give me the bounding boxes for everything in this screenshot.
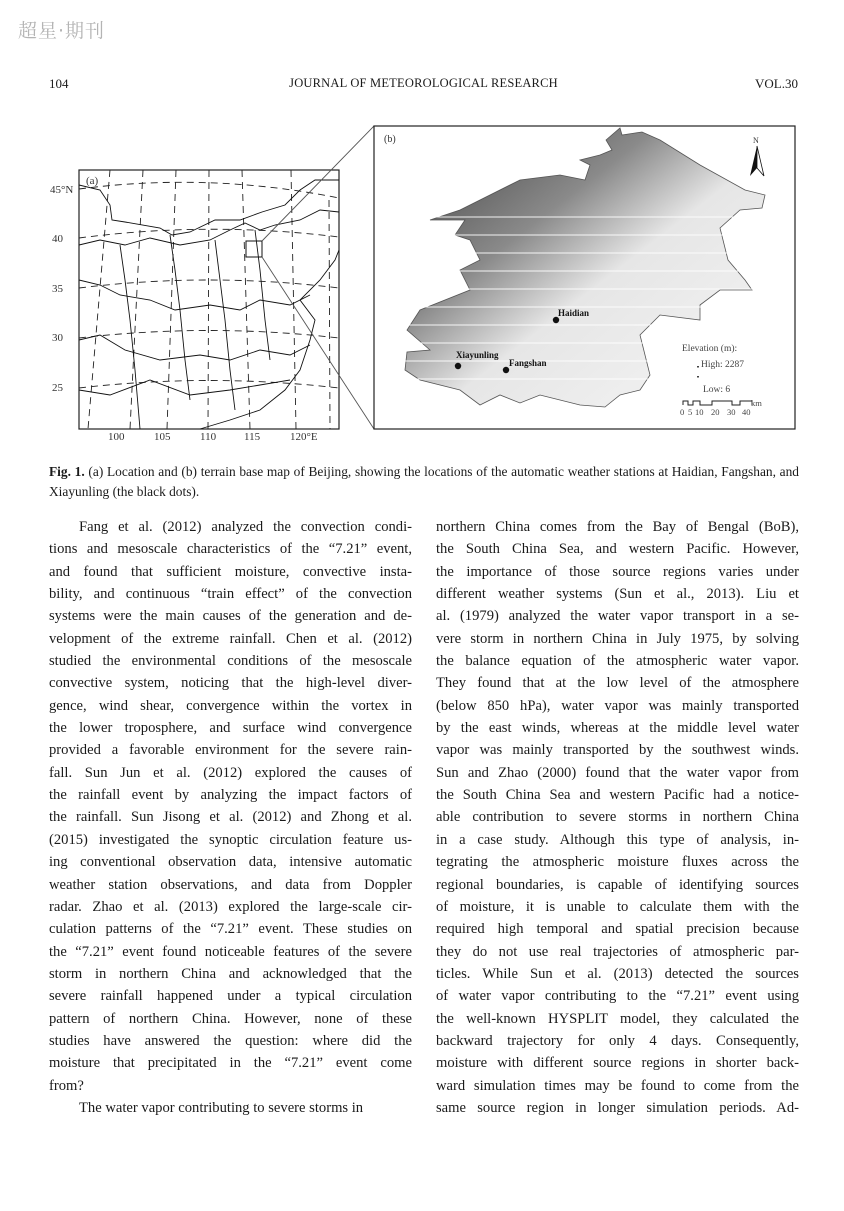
lat-label-25: 25	[52, 382, 63, 394]
north-label: N	[753, 136, 759, 145]
legend-low: Low: 6	[703, 385, 731, 395]
text-line: ticles. While Sun et al. (2013) detected the sources	[436, 965, 799, 982]
figure-graphics	[0, 120, 844, 450]
text-line: ing conventional observation data, intensive automatic	[49, 854, 412, 871]
legend-high: High: 2287	[701, 360, 745, 370]
station-label-xiayunling: Xiayunling	[456, 350, 499, 360]
text-line: fall. Sun Jun et al. (2012) explored the causes of	[49, 764, 412, 781]
text-line: the South China Sea, and western Pacific. However,	[436, 541, 799, 558]
figure-1	[0, 120, 844, 450]
text-line: velopment of the extreme rainfall. Chen et al. (2012)	[49, 630, 412, 647]
scale-unit: km	[751, 398, 762, 408]
lon-label-110: 110	[200, 431, 217, 443]
station-label-fangshan: Fangshan	[509, 358, 547, 368]
caption-text: (a) Location and (b) terrain base map of Beijing, showing the locations of the automatic weather stations at Haidian, Fangshan, and Xiayunling (the black dots).	[49, 464, 799, 499]
text-line: the importance of those source regions varies under	[436, 563, 799, 580]
text-line: bility, and continuous “train effect” of the convection	[49, 586, 412, 603]
panel-b-label: (b)	[384, 134, 396, 145]
text-line: they do not use real trajectories of atmospheric par-	[436, 943, 799, 960]
text-line: systems were the main causes of the generation and de-	[49, 608, 412, 625]
text-line: gence, wind shear, convergence within the vortex in	[49, 697, 412, 714]
text-line: of water vapor contributing to the “7.21” event using	[436, 988, 799, 1005]
lat-label-45: 45°N	[50, 184, 74, 196]
lon-label-105: 105	[154, 431, 171, 443]
text-line: moisture that precipitated in the “7.21” event come	[49, 1055, 412, 1072]
text-line: tegrating the atmospheric moisture fluxes across the	[436, 854, 799, 871]
text-line: able contribution to severe storms in northern China	[436, 809, 799, 826]
lat-label-30: 30	[52, 332, 63, 344]
text-line: the “7.21” event found noticeable features of the severe	[49, 943, 412, 960]
scale-tick-5: 5	[688, 407, 693, 417]
text-line: (2015) investigated the synoptic circulation feature us-	[49, 831, 412, 848]
lat-label-40: 40	[52, 233, 63, 245]
text-line: studied the environmental conditions of the mesoscale	[49, 653, 412, 670]
right-column	[436, 516, 799, 1119]
figure-caption	[49, 462, 799, 502]
station-label-haidian: Haidian	[558, 308, 590, 318]
station-dot-xiayunling	[455, 363, 461, 369]
text-line: from?	[49, 1077, 84, 1094]
text-line: in a case study. Although this type of analysis, in-	[436, 831, 799, 848]
text-line: tions and mesoscale characteristics of the “7.21” event,	[49, 541, 412, 558]
text-line: different weather systems (Sun et al., 2013). Liu et	[436, 586, 799, 603]
legend-mid-mark	[697, 376, 699, 378]
text-line: weather station observations, and data from Doppler	[49, 876, 412, 893]
text-line: The water vapor contributing to severe storms in	[79, 1099, 364, 1116]
text-line: moisture with different source regions in shorter back-	[436, 1055, 799, 1072]
text-line: backward trajectory for only 4 days. Consequently,	[436, 1032, 799, 1049]
text-line: storm in northern China and acknowledged that the	[49, 965, 412, 982]
legend-high-mark	[697, 366, 699, 368]
text-line: the balance equation of the atmospheric water vapor.	[436, 653, 799, 670]
lon-label-120: 120°E	[290, 431, 318, 443]
text-line: ward simulation times may be found to come from the	[436, 1077, 799, 1094]
text-line: al. (1979) analyzed the water vapor transport in a se-	[436, 608, 799, 625]
text-line: vere storm in northern China in July 1975, by solving	[436, 630, 799, 647]
text-line: Fang et al. (2012) analyzed the convection condi-	[79, 519, 412, 535]
text-line: of moisture, it is unable to calculate them with the	[436, 898, 799, 915]
text-line: pattern of northern China. However, none of these	[49, 1010, 412, 1027]
text-line: northern China comes from the Bay of Bengal (BoB),	[436, 519, 799, 535]
volume-label: VOL.30	[755, 76, 798, 91]
left-column	[49, 516, 412, 1119]
scale-tick-0: 0	[680, 407, 685, 417]
caption-label: Fig. 1.	[49, 464, 85, 479]
text-line: the rainfall. Sun Jisong et al. (2012) and Zhong et al.	[49, 809, 412, 826]
text-line: the well-known HYSPLIT model, they calculated the	[436, 1010, 799, 1027]
panel-a-label: (a)	[86, 175, 99, 187]
text-line: convective system, noticing that the high-level diver-	[49, 675, 412, 692]
text-line: and found that sufficient moisture, convective insta-	[49, 563, 412, 580]
text-line: provided a favorable environment for the severe rain-	[49, 742, 412, 759]
text-line: the rainfall event by analyzing the impact factors of	[49, 787, 412, 804]
lon-label-100: 100	[108, 431, 125, 443]
scale-tick-30: 30	[727, 407, 736, 417]
text-line: culation patterns of the “7.21” event. These studies on	[49, 921, 412, 938]
legend-title: Elevation (m):	[682, 344, 738, 354]
scale-tick-40: 40	[742, 407, 751, 417]
text-line: severe rainfall happened under a typical circulation	[49, 988, 412, 1005]
scale-tick-20: 20	[711, 407, 720, 417]
text-line: regional boundaries, is capable of identifying sources	[436, 876, 799, 893]
journal-title: JOURNAL OF METEOROLOGICAL RESEARCH	[289, 76, 558, 90]
text-line: the South China Sea and western Pacific had a notice-	[436, 787, 799, 804]
watermark: 超星·期刊	[18, 20, 106, 42]
lon-label-115: 115	[244, 431, 261, 443]
scale-tick-10: 10	[695, 407, 704, 417]
running-head	[49, 76, 798, 92]
text-line: vapor was mainly transported by the southwest winds.	[436, 742, 799, 759]
text-line: (below 850 hPa), water vapor was mainly transported	[436, 697, 799, 714]
text-line: They found that at the low level of the atmosphere	[436, 675, 799, 692]
text-line: studies have answered the question: where did the	[49, 1032, 412, 1049]
lat-label-35: 35	[52, 283, 63, 295]
text-line: by the east winds, whereas at the middle level water	[436, 720, 799, 737]
page-number: 104	[49, 76, 69, 91]
text-line: the lower troposphere, and surface wind convergence	[49, 720, 412, 737]
text-line: required high temporal and spatial precision because	[436, 921, 799, 938]
text-line: radar. Zhao et al. (2013) explored the large-scale cir-	[49, 898, 412, 915]
text-line: same source region in longer simulation periods. Ad-	[436, 1099, 799, 1116]
text-line: Sun and Zhao (2000) found that the water vapor from	[436, 764, 799, 781]
